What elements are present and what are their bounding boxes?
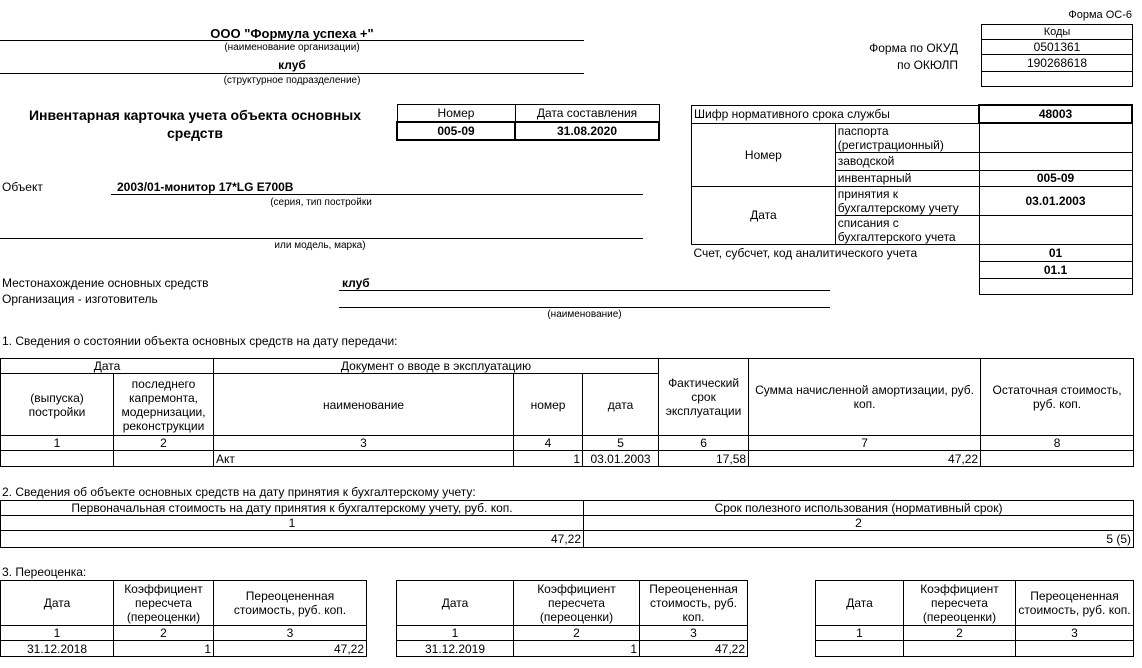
inventory-value: 005-09 <box>979 170 1132 186</box>
s1-h-date: дата <box>583 374 659 436</box>
s1-h-amort: Сумма начисленной амортизации, руб. коп. <box>749 359 981 436</box>
r3-h-coef: Коэффициент пересчета (переоценки) <box>904 581 1016 626</box>
okpo-label: по ОКЮЛП <box>897 58 958 72</box>
passport-label: паспорта (регистрационный) <box>835 123 979 152</box>
object-caption-1: (серия, тип постройки <box>270 197 372 208</box>
section1-table <box>0 358 1134 467</box>
r3-coef <box>904 641 1016 657</box>
r3-col-num: 2 <box>904 626 1016 641</box>
okpo-value: 190268618 <box>982 55 1133 72</box>
s2-useful: 5 (5) <box>584 531 1134 548</box>
shifr-label: Шифр нормативного срока службы <box>692 105 980 123</box>
r1-date: 31.12.2018 <box>1 641 114 657</box>
r1-h-coef: Коэффициент пересчета (переоценки) <box>114 581 214 626</box>
s1-h-term: Фактический срок эксплуатации <box>659 359 749 436</box>
s1-col-num: 5 <box>583 436 659 451</box>
accept-value: 03.01.2003 <box>979 186 1132 215</box>
s2-h-initial: Первоначальная стоимость на дату принятия к бухгалтерскому учету, руб. коп. <box>1 501 584 516</box>
date-group-label: Дата <box>692 186 836 244</box>
r1-col-num: 2 <box>114 626 214 641</box>
r3-h-cost: Переоцененная стоимость, руб. коп. <box>1016 581 1134 626</box>
card-title: Инвентарная карточка учета объекта основных средств <box>28 107 362 141</box>
s1-term: 17,58 <box>659 451 749 467</box>
card-number-label: Номер <box>397 105 515 122</box>
card-date: 31.08.2020 <box>515 122 659 140</box>
r2-date: 31.12.2019 <box>397 641 514 657</box>
department-name: клуб <box>278 58 306 72</box>
s1-h-residual: Остаточная стоимость, руб. коп. <box>981 359 1134 436</box>
account-label: Счет, субсчет, код аналитического учета <box>693 245 918 260</box>
passport-value <box>979 123 1132 152</box>
writeoff-label: списания с бухгалтерского учета <box>835 215 979 244</box>
r1-col-num: 3 <box>214 626 367 641</box>
section2-table <box>0 500 1134 548</box>
s1-release <box>1 451 114 467</box>
r3-cost <box>1016 641 1134 657</box>
revaluation-table-1 <box>0 580 367 657</box>
r3-col-num: 1 <box>816 626 904 641</box>
codes-header: Коды <box>982 25 1133 40</box>
r2-col-num: 1 <box>397 626 514 641</box>
s1-date: 03.01.2003 <box>583 451 659 467</box>
s1-repair <box>114 451 214 467</box>
s1-h-release: (выпуска) постройки <box>1 374 114 436</box>
r2-col-num: 3 <box>640 626 748 641</box>
shifr-value: 48003 <box>979 105 1132 123</box>
r1-cost: 47,22 <box>214 641 367 657</box>
number-group-label: Номер <box>692 123 836 186</box>
s2-col-num: 1 <box>1 516 584 531</box>
r2-h-coef: Коэффициент пересчета (переоценки) <box>514 581 640 626</box>
card-date-label: Дата составления <box>515 105 659 122</box>
location-label: Местонахождение основных средств <box>2 276 209 290</box>
r1-h-cost: Переоцененная стоимость, руб. коп. <box>214 581 367 626</box>
s1-h-repair: последнего капремонта, модернизации, реконструкции <box>114 374 214 436</box>
organization-name: ООО "Формула успеха +" <box>210 26 374 41</box>
location-value: клуб <box>342 276 370 290</box>
revaluation-table-3 <box>815 580 1134 657</box>
accept-label: принятия к бухгалтерскому учету <box>835 186 979 215</box>
r1-h-date: Дата <box>1 581 114 626</box>
maker-label: Организация - изготовитель <box>2 292 158 306</box>
codes-empty <box>982 72 1133 87</box>
account-empty <box>979 278 1132 294</box>
s1-col-num: 1 <box>1 436 114 451</box>
s1-col-num: 3 <box>214 436 514 451</box>
section2-title: 2. Сведения об объекте основных средств на дату принятия к бухгалтерскому учету: <box>2 485 476 499</box>
right-block-table <box>691 104 1133 295</box>
section3-title: 3. Переоценка: <box>2 565 87 579</box>
okud-value: 0501361 <box>982 40 1133 55</box>
codes-table <box>981 24 1133 87</box>
s1-col-num: 8 <box>981 436 1134 451</box>
s1-amort: 47,22 <box>749 451 981 467</box>
card-number: 005-09 <box>397 122 515 140</box>
r3-h-date: Дата <box>816 581 904 626</box>
s2-initial: 47,22 <box>1 531 584 548</box>
s1-col-num: 7 <box>749 436 981 451</box>
object-caption-2: или модель, марка) <box>274 240 366 251</box>
factory-label: заводской <box>835 152 979 170</box>
s1-name: Акт <box>214 451 514 467</box>
s1-date-group: Дата <box>1 359 214 374</box>
okud-label: Форма по ОКУД <box>869 41 958 55</box>
s1-h-number: номер <box>514 374 583 436</box>
section1-title: 1. Сведения о состоянии объекта основных средств на дату передачи: <box>2 334 398 348</box>
s1-doc-group: Документ о вводе в эксплуатацию <box>214 359 659 374</box>
inventory-label: инвентарный <box>835 170 979 186</box>
s1-col-num: 4 <box>514 436 583 451</box>
r2-cost: 47,22 <box>640 641 748 657</box>
organization-caption: (наименование организации) <box>224 42 360 53</box>
subaccount-value: 01.1 <box>979 261 1132 278</box>
factory-value <box>979 152 1132 170</box>
r2-h-date: Дата <box>397 581 514 626</box>
s1-col-num: 6 <box>659 436 749 451</box>
object-value: 2003/01-монитор 17*LG E700B <box>117 180 294 194</box>
account-value: 01 <box>979 244 1132 261</box>
s1-h-name: наименование <box>214 374 514 436</box>
revaluation-table-2 <box>396 580 748 657</box>
r1-col-num: 1 <box>1 626 114 641</box>
object-label: Объект <box>2 180 43 194</box>
s1-col-num: 2 <box>114 436 214 451</box>
department-caption: (структурное подразделение) <box>223 75 361 86</box>
writeoff-value <box>979 215 1132 244</box>
s2-h-useful: Срок полезного использования (нормативный срок) <box>584 501 1134 516</box>
s1-number: 1 <box>514 451 583 467</box>
card-number-table <box>396 104 660 141</box>
s2-col-num: 2 <box>584 516 1134 531</box>
s1-residual <box>981 451 1134 467</box>
maker-caption: (наименование) <box>547 309 622 320</box>
r1-coef: 1 <box>114 641 214 657</box>
r3-date <box>816 641 904 657</box>
r2-col-num: 2 <box>514 626 640 641</box>
r3-col-num: 3 <box>1016 626 1134 641</box>
r2-coef: 1 <box>514 641 640 657</box>
r2-h-cost: Переоцененная стоимость, руб. коп. <box>640 581 748 626</box>
form-name: Форма ОС-6 <box>1068 9 1132 21</box>
